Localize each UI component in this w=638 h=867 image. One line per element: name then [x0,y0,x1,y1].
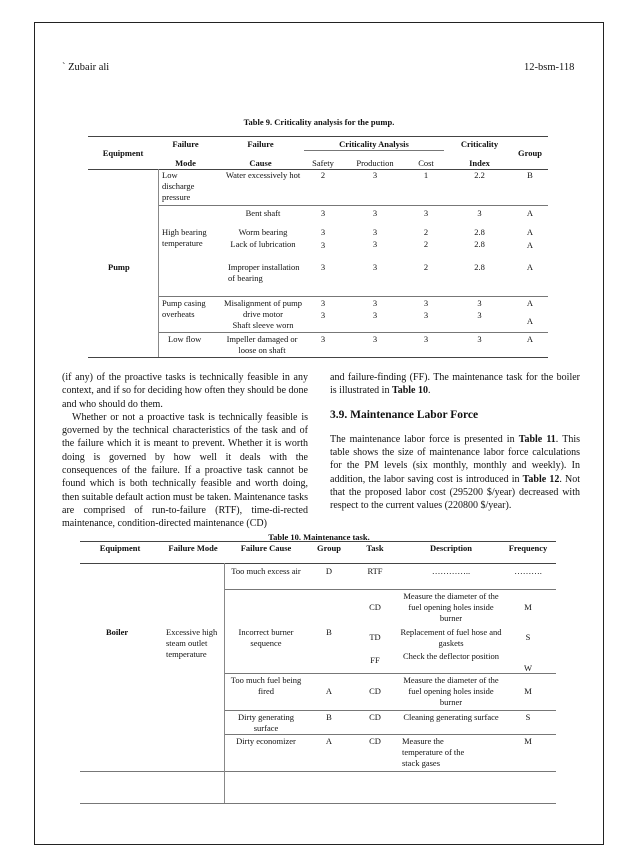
t9-safety: 3 [320,227,326,237]
t9-mode: Low flow [168,334,202,344]
t9-equipment: Pump [108,262,130,272]
t9-production: 3 [372,239,378,249]
t10-cause: Too much fuel being fired [230,675,302,696]
t10-task: TD [369,632,381,642]
right-column [330,371,580,513]
t9-group: A [526,208,534,218]
t9-mode: Low discharge pressure [162,170,195,202]
t10-frequency: S [525,712,531,722]
t9-index: 2.8 [474,239,485,249]
t10-cause: Incorrect burner sequence [238,627,294,648]
t10-frequency: S [525,632,531,642]
table9-criticality-rule [304,150,444,151]
t9-cause: Improper installation of bearing [228,262,300,283]
t9-h-group: Group [518,148,542,158]
table9-top-rule [88,136,548,137]
t9-h-failure-cause: Failure [247,139,274,149]
t9-h-cost: Cost [418,158,434,168]
t9-h-criticality-index: Criticality [460,139,499,149]
t10-h-description: Description [429,543,473,553]
t9-cause: Worm bearing [238,227,288,237]
t10-h-frequency: Frequency [508,543,548,553]
right-paragraph-2: The maintenance labor force is presented in Table 11. This table shows the size of maintenance labor force calculations for the PM levels (six monthly, monthly and weekly). In addition, the labor saving cost is introduced in Table 12. Not that the proposed labor cost (295200 $/year) decreased with respect to the current values (220800 $/year). [330,433,581,512]
t10-description: Measure the diameter of the fuel opening holes inside burner [403,675,499,707]
section-heading: 3.9. Maintenance Labor Force [330,408,479,421]
left-column [62,371,308,531]
header-author: ` Zubair ali [62,62,110,73]
table11-reference: Table 11 [518,433,556,445]
t9-h-criticality-index-2: Index [469,158,490,168]
t10-task: CD [369,736,381,746]
t10-task: CD [369,712,381,722]
t9-cost: 1 [423,170,429,180]
t9-index: 2.8 [474,227,485,237]
t10-description: Replacement of fuel hose and gaskets [400,627,502,648]
t10-h-group: Group [317,543,341,553]
t9-h-safety: Safety [312,158,334,168]
table10-row-rule [224,710,556,711]
table9-col-divider [158,169,159,357]
t9-cause: Bent shaft [245,208,281,218]
table10-top-rule [80,541,556,542]
t10-group: B [326,712,332,722]
t10-h-equipment: Equipment [99,543,141,553]
t10-cause: Too much excess air [231,566,301,576]
left-paragraph-2: Whether or not a proactive task is technically feasible is governed by the technical characteristics of the task and of the failure which it is meant to prevent. Whether it is worth doing is governed by how well it deals with the consequences of the failure. If a proactive task cannot be found which is both technically feasible and worth doing, then suitable default action must be taken. Maintenance tasks are comprised of run-to-failure (RTF), time-di-rected maintenance, condition-directed maintenance (CD) [62,411,308,530]
table9-row-rule [158,296,548,297]
t9-index: 3 [477,334,482,344]
t9-production: 3 [372,298,378,308]
table10-col-divider [224,563,225,803]
t10-description: Measure the diameter of the fuel opening holes inside burner [403,591,499,623]
table9-bottom-rule [88,357,548,358]
t9-index: 3 [477,310,482,320]
t9-safety: 3 [320,208,326,218]
t9-h-failure-mode: Failure [172,139,199,149]
t10-equipment: Boiler [106,627,129,637]
t9-cause: Impeller damaged or loose on shaft [226,334,298,355]
t9-group: A [526,316,534,326]
t9-index: 2.2 [474,170,485,180]
t9-cost: 2 [423,262,429,272]
t9-safety: 3 [320,310,326,320]
t9-group: A [526,334,534,344]
table10-row-rule [80,771,556,772]
t9-production: 3 [372,262,378,272]
t10-description: Cleaning generating surface [403,712,499,722]
t9-group: A [526,227,534,237]
table10-title: Table 10. Maintenance task. [268,532,370,542]
t9-group: A [526,240,534,250]
table10-row-rule [224,734,556,735]
t9-safety: 3 [320,262,326,272]
t9-h-failure-mode-2: Mode [175,158,196,168]
t9-h-equipment: Equipment [102,148,144,158]
t9-cause: Misalignment of pump drive motor [224,298,302,319]
t10-group: A [325,686,333,696]
table10-bottom-rule [80,803,556,804]
t10-frequency: M [524,736,532,746]
left-paragraph-1: (if any) of the proactive tasks is technically feasible in any context, and if so for deciding how often they should be done and who should do them. [62,372,308,410]
t10-group: B [326,627,332,637]
t10-group: A [325,736,333,746]
table9-row-rule [158,332,548,333]
t10-task: RTF [367,566,383,576]
t9-mode: Pump casing overheats [162,298,206,319]
t10-frequency: ………. [514,566,542,576]
t9-safety: 2 [320,170,326,180]
t10-frequency: M [524,686,532,696]
t10-task: FF [370,655,380,665]
t9-group: A [526,262,534,272]
t9-group: B [527,170,533,180]
t9-safety: 3 [320,334,326,344]
t9-index: 3 [477,208,482,218]
t9-cost: 3 [423,208,429,218]
t9-safety: 3 [320,240,326,250]
t10-h-failure-mode: Failure Mode [168,543,218,553]
t9-cost: 2 [423,239,429,249]
table10-reference: Table 10 [391,385,428,397]
table12-reference: Table 12 [522,473,560,485]
right-paragraph-1: and failure-finding (FF). The maintenance task for the boiler is illustrated in Table 10. [330,372,580,397]
t9-h-failure-cause-2: Cause [249,158,272,168]
t9-index: 3 [477,298,482,308]
t9-cause: Lack of lubrication [230,239,296,249]
table9-row-rule [158,205,548,206]
t10-task: CD [369,686,381,696]
t9-production: 3 [372,170,378,180]
t10-frequency: W [523,663,533,673]
t9-cost: 2 [423,227,429,237]
table10-row-rule [224,589,556,590]
t9-production: 3 [372,227,378,237]
t10-group: D [325,566,333,576]
t10-cause: Dirty economizer [236,736,296,746]
t10-task: CD [369,602,381,612]
t9-cost: 3 [423,298,429,308]
t9-production: 3 [372,208,378,218]
t9-h-production: Production [356,158,394,168]
t10-description: Check the deflector position [402,651,500,661]
t9-h-criticality-analysis: Criticality Analysis [339,139,409,149]
t9-cost: 3 [423,334,429,344]
t9-cause: Shaft sleeve worn [232,320,294,330]
t10-description: ………….. [431,566,471,576]
t9-safety: 3 [320,298,326,308]
t10-h-task: Task [366,543,384,553]
t10-description: Measure the temperature of the stack gases [402,736,465,768]
header-student-id: 12-bsm-118 [524,62,575,73]
t9-production: 3 [372,334,378,344]
t10-h-failure-cause: Failure Cause [240,543,292,553]
t10-frequency: M [524,602,532,612]
t9-cost: 3 [423,310,429,320]
t10-failure-mode: Excessive high steam outlet temperature [166,627,218,659]
t10-cause: Dirty generating surface [238,712,294,733]
t9-mode: High bearing temperature [162,227,207,248]
t9-index: 2.8 [474,262,485,272]
table10-header-rule [80,563,556,564]
t9-cause: Water excessively hot [225,170,301,180]
table9-title: Table 9. Criticality analysis for the pump. [243,117,395,127]
t9-production: 3 [372,310,378,320]
t9-group: A [526,298,534,308]
